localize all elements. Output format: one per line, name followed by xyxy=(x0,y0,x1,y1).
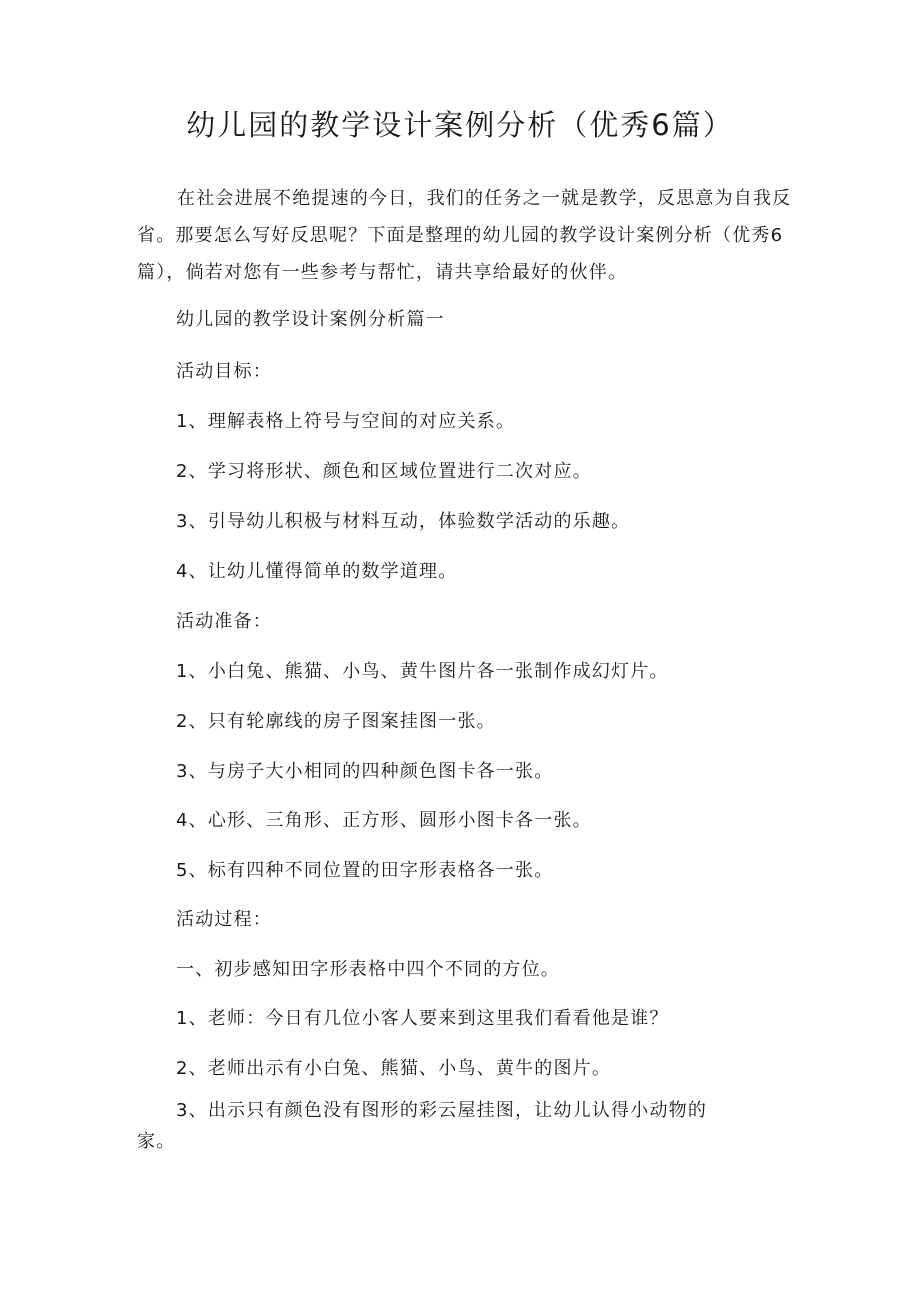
subheading-activity-process: 活动过程： xyxy=(176,909,272,930)
list-item: 2、学习将形状、颜色和区域位置进行二次对应。 xyxy=(176,461,592,482)
list-item: 3、引导幼儿积极与材料互动，体验数学活动的乐趣。 xyxy=(176,511,631,532)
list-item: 1、老师：今日有几位小客人要来到这里我们看看他是谁？ xyxy=(176,1008,669,1029)
intro-paragraph: 在社会进展不绝提速的今日，我们的任务之一就是教学，反思意为自我反省。那要怎么写好反思呢？下面是整理的幼儿园的教学设计案例分析（优秀6篇），倘若对您有一些参考与帮忙，请共享给最好的伙伴。 xyxy=(137,188,792,283)
document-title: 幼儿园的教学设计案例分析（优秀6篇） xyxy=(186,108,734,142)
list-item: 1、理解表格上符号与空间的对应关系。 xyxy=(176,411,516,432)
subheading-activity-preparation: 活动准备： xyxy=(176,611,272,632)
list-item: 5、标有四种不同位置的田字形表格各一张。 xyxy=(176,860,554,881)
list-item: 2、老师出示有小白兔、熊猫、小鸟、黄牛的图片。 xyxy=(176,1058,612,1079)
list-item: 4、让幼儿懂得简单的数学道理。 xyxy=(176,561,458,582)
list-item: 一、初步感知田字形表格中四个不同的方位。 xyxy=(176,959,560,980)
list-item: 2、只有轮廓线的房子图案挂图一张。 xyxy=(176,711,496,732)
list-item: 3、与房子大小相同的四种颜色图卡各一张。 xyxy=(176,761,554,782)
list-item: 1、小白兔、熊猫、小鸟、黄牛图片各一张制作成幻灯片。 xyxy=(176,661,669,682)
list-item: 3、出示只有颜色没有图形的彩云屋挂图，让幼儿认得小动物的家。 xyxy=(137,1100,708,1152)
subheading-activity-goals: 活动目标： xyxy=(176,361,272,382)
section-heading: 幼儿园的教学设计案例分析篇一 xyxy=(176,309,445,330)
list-item: 4、心形、三角形、正方形、圆形小图卡各一张。 xyxy=(176,810,592,831)
